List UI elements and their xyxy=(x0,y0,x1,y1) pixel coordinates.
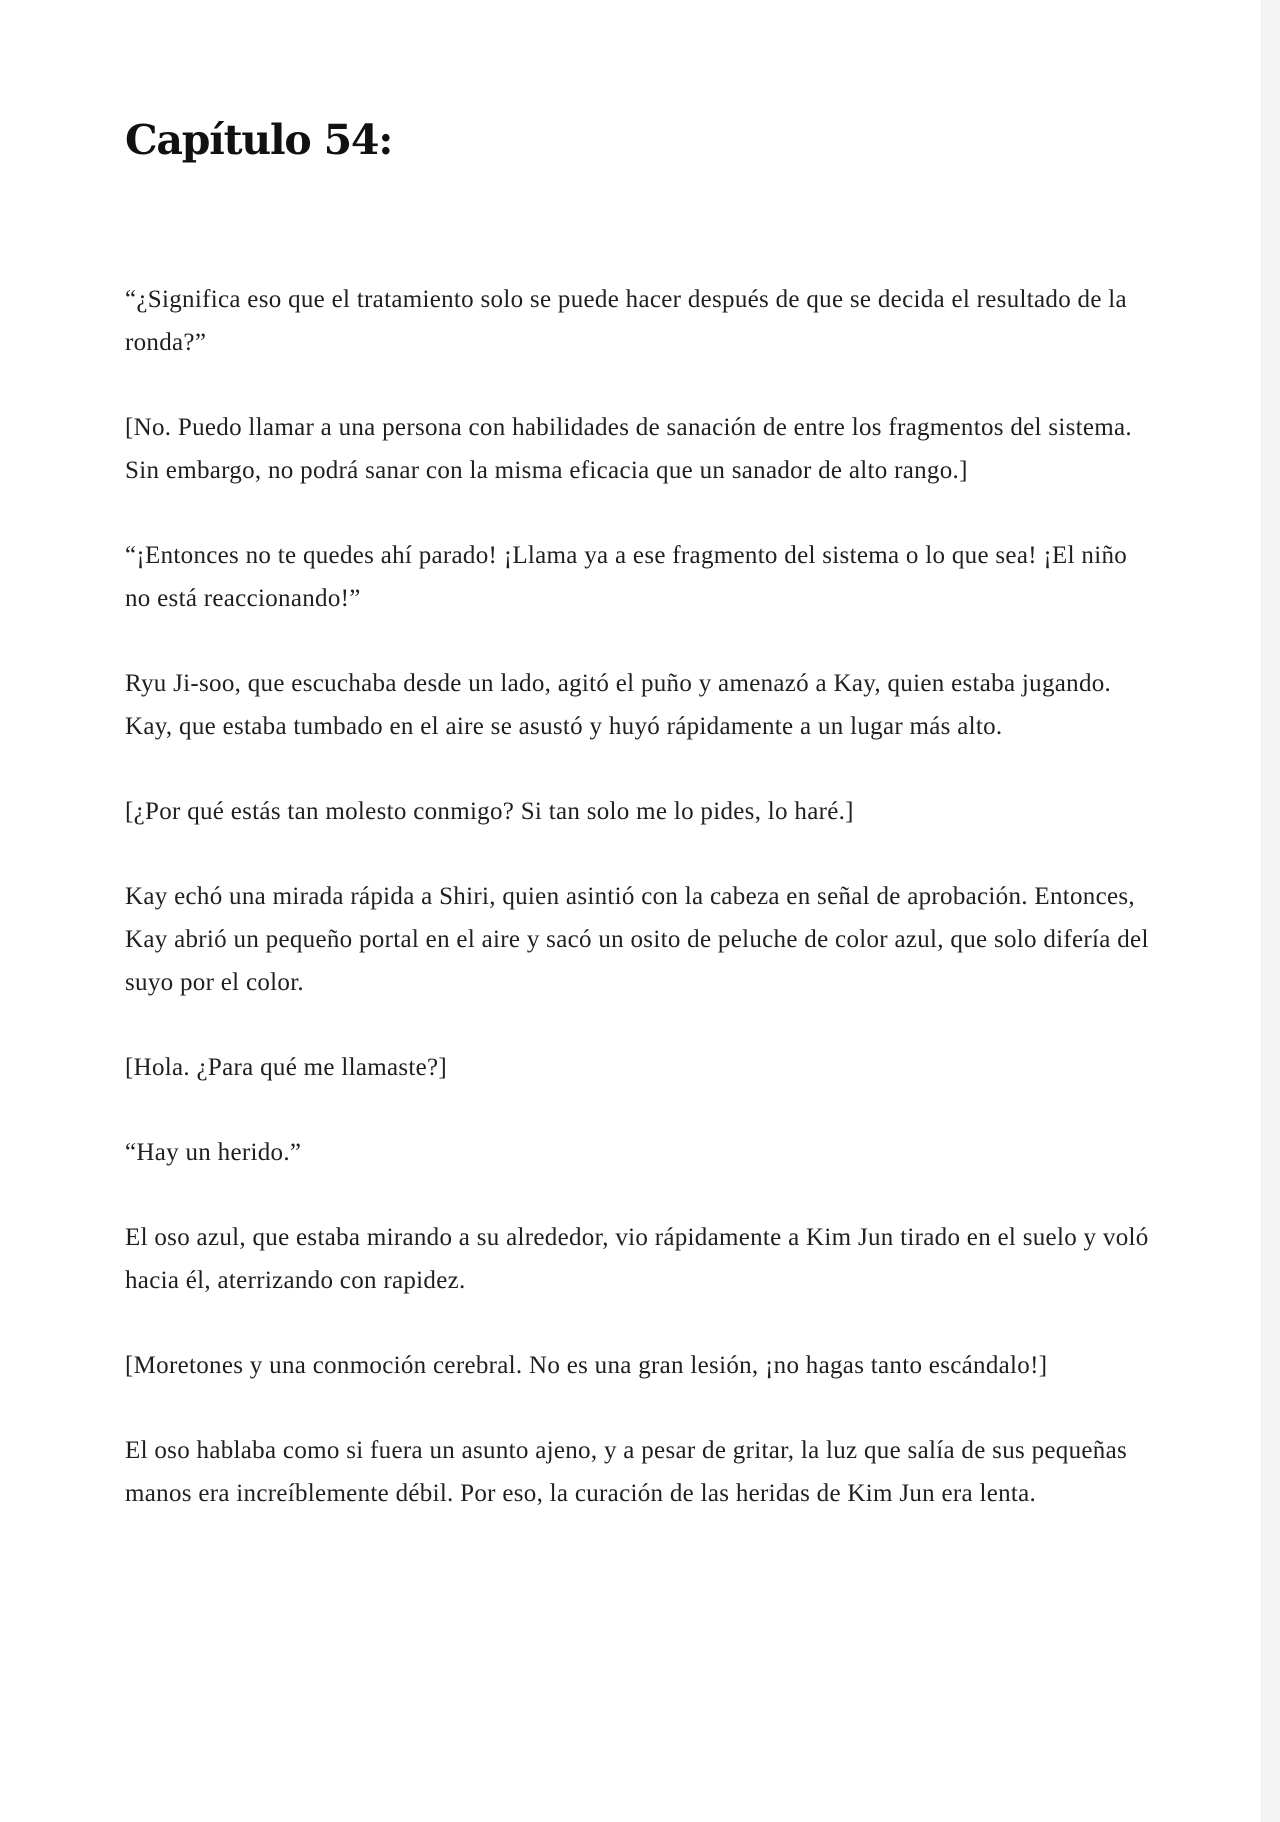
paragraph: “¿Significa eso que el tratamiento solo se puede hacer después de que se decida el resultado de la ronda?” xyxy=(125,286,1127,356)
paragraph: Ryu Ji-soo, que escuchaba desde un lado, agitó el puño y amenazó a Kay, quien estaba jugando. Kay, que estaba tumbado en el aire se asustó y huyó rápidamente a un lugar más alto. xyxy=(125,670,1112,740)
paragraph: [No. Puedo llamar a una persona con habilidades de sanación de entre los fragmentos del sistema. Sin embargo, no podrá sanar con la misma eficacia que un sanador de alto rango.] xyxy=(125,414,1132,484)
chapter-title: Capítulo 54: xyxy=(125,116,393,164)
paragraph: “¡Entonces no te quedes ahí parado! ¡Llama ya a ese fragmento del sistema o lo que sea! ¡El niño no está reaccionando!” xyxy=(125,542,1128,612)
chapter-body xyxy=(125,278,1155,1557)
paragraph: El oso azul, que estaba mirando a su alrededor, vio rápidamente a Kim Jun tirado en el suelo y voló hacia él, aterrizando con rapidez. xyxy=(125,1224,1149,1294)
paragraph: Kay echó una mirada rápida a Shiri, quien asintió con la cabeza en señal de aprobación. Entonces, Kay abrió un pequeño portal en el aire y sacó un osito de peluche de color azul, que solo difería del suyo por el color. xyxy=(125,883,1149,996)
paragraph: El oso hablaba como si fuera un asunto ajeno, y a pesar de gritar, la luz que salía de sus pequeñas manos era increíblemente débil. Por eso, la curación de las heridas de Kim Jun era lenta. xyxy=(125,1437,1127,1507)
paragraph: [Hola. ¿Para qué me llamaste?] xyxy=(125,1054,448,1081)
paragraph: [¿Por qué estás tan molesto conmigo? Si tan solo me lo pides, lo haré.] xyxy=(125,798,854,825)
paragraph: [Moretones y una conmoción cerebral. No es una gran lesión, ¡no hagas tanto escándalo!] xyxy=(125,1352,1048,1379)
page-edge xyxy=(1261,0,1280,1822)
paragraph: “Hay un herido.” xyxy=(125,1139,302,1166)
